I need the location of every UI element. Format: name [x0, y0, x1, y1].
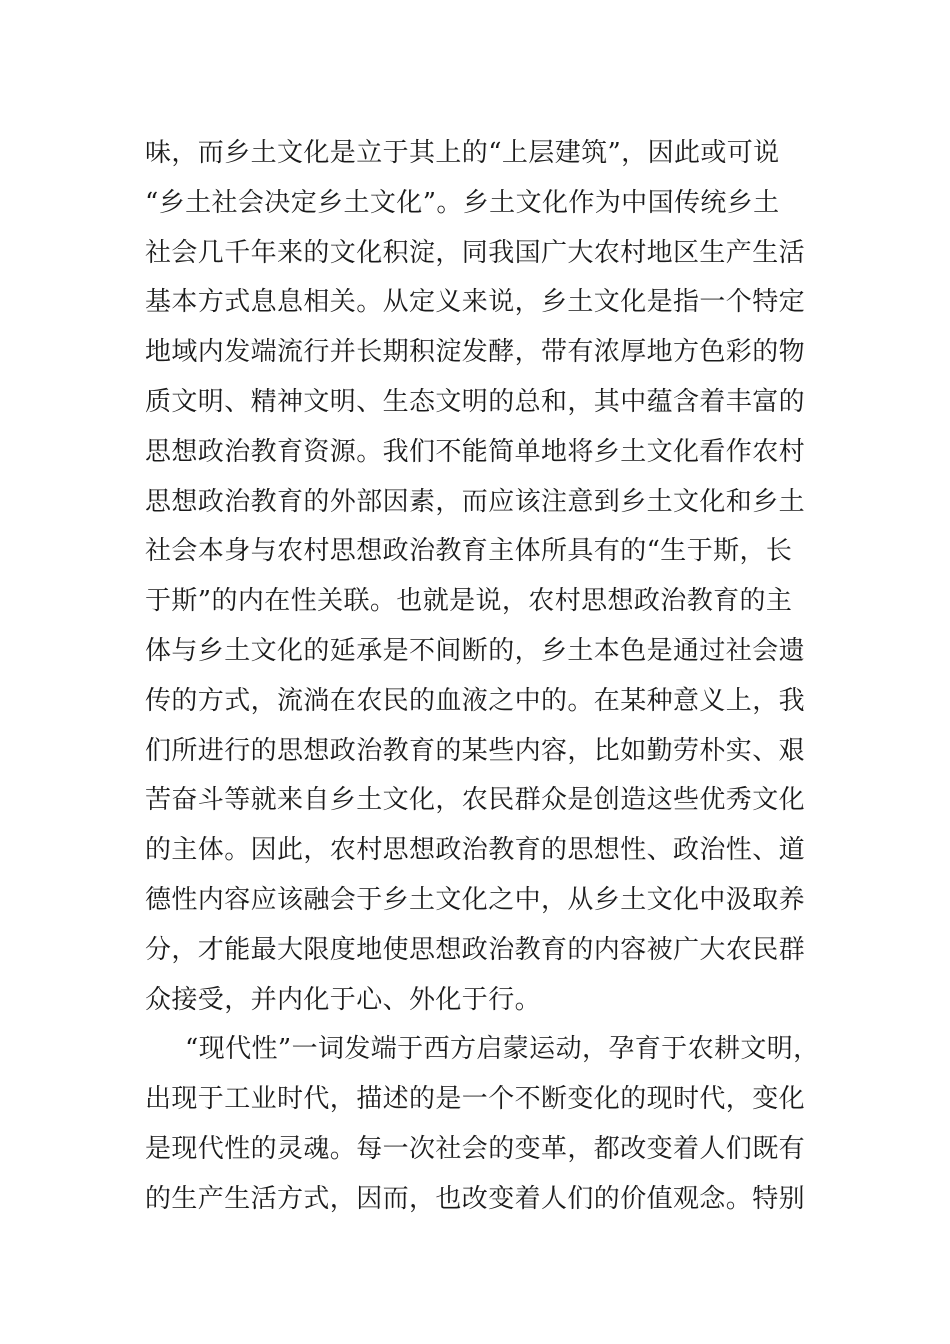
text-line: 思想政治教育资源。我们不能简单地将乡土文化看作农村 [145, 436, 806, 467]
text-line: 传的方式，流淌在农民的血液之中的。在某种意义上，我 [145, 685, 806, 716]
text-line: 社会本身与农村思想政治教育主体所具有的“生于斯，长 [145, 536, 793, 567]
text-line: “乡土社会决定乡土文化”。乡土文化作为中国传统乡土 [145, 187, 780, 218]
text-line: 是现代性的灵魂。每一次社会的变革，都改变着人们既有 [145, 1133, 806, 1164]
text-line: 味，而乡土文化是立于其上的“上层建筑”，因此或可说 [145, 138, 780, 168]
text-line: 的生产生活方式，因而，也改变着人们的价值观念。特别 [145, 1183, 806, 1214]
text-line: 质文明、精神文明、生态文明的总和，其中蕴含着丰富的 [145, 386, 806, 417]
text-line: “现代性”一词发端于西方启蒙运动，孕育于农耕文明， [185, 1034, 820, 1065]
body-text [145, 129, 820, 1225]
text-line: 们所进行的思想政治教育的某些内容，比如勤劳朴实、艰 [145, 735, 806, 766]
text-line: 于斯”的内在性关联。也就是说，农村思想政治教育的主 [145, 586, 793, 617]
text-line: 众接受，并内化于心、外化于行。 [145, 984, 542, 1015]
text-line: 分，才能最大限度地使思想政治教育的内容被广大农民群 [145, 934, 806, 965]
text-line: 基本方式息息相关。从定义来说，乡土文化是指一个特定 [145, 287, 806, 318]
text-line: 思想政治教育的外部因素，而应该注意到乡土文化和乡土 [145, 486, 806, 517]
text-line: 体与乡土文化的延承是不间断的，乡土本色是通过社会遗 [145, 635, 806, 666]
text-line: 的主体。因此，农村思想政治教育的思想性、政治性、道 [145, 835, 806, 866]
text-line: 德性内容应该融会于乡土文化之中，从乡土文化中汲取养 [145, 884, 806, 915]
text-line: 苦奋斗等就来自乡土文化，农民群众是创造这些优秀文化 [145, 785, 806, 816]
text-line: 出现于工业时代，描述的是一个不断变化的现时代，变化 [145, 1084, 806, 1115]
text-line: 地域内发端流行并长期积淀发酵，带有浓厚地方色彩的物 [145, 337, 806, 368]
text-line: 社会几千年来的文化积淀，同我国广大农村地区生产生活 [145, 237, 806, 268]
